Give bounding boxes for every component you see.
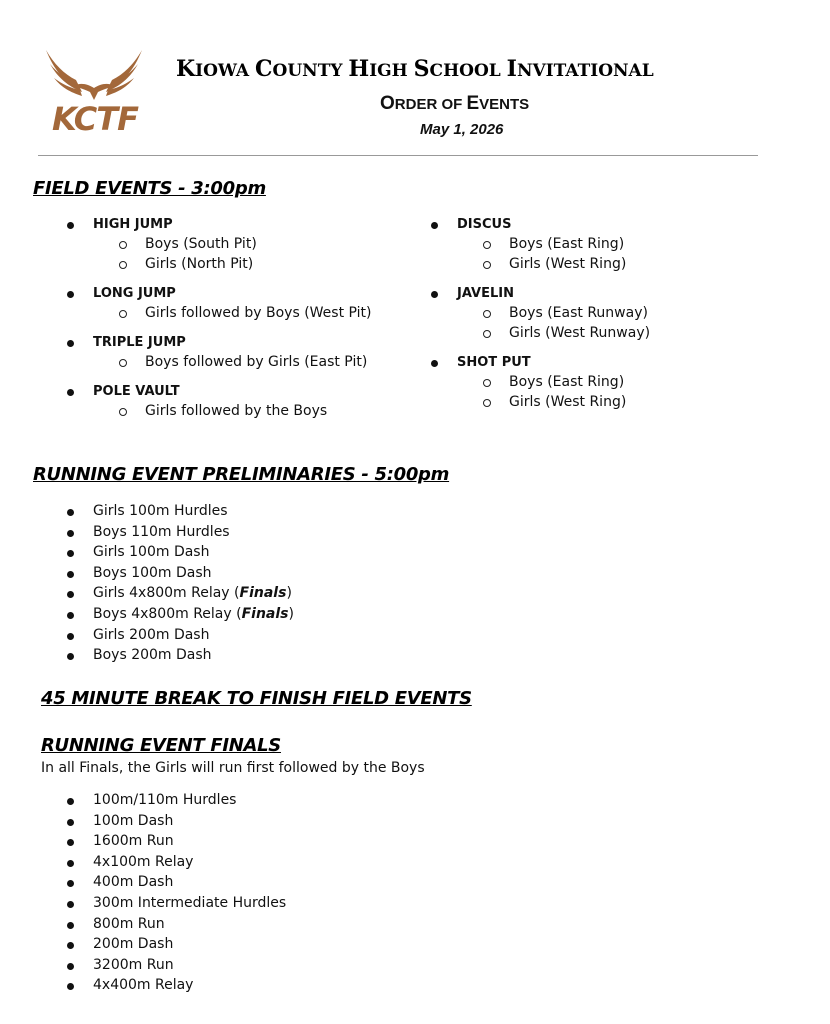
field-event-detail-label: Girls (West Ring) <box>509 256 627 272</box>
field-event-item-label: SHOT PUT <box>457 355 531 370</box>
field-event-detail-label: Boys followed by Girls (East Pit) <box>145 354 368 370</box>
final-event-item-label: 4x400m Relay <box>93 977 194 994</box>
bullet-icon <box>67 901 74 908</box>
title-fragment: K <box>176 56 196 82</box>
title-fragment: E <box>466 93 480 114</box>
field-event-detail-label: Boys (South Pit) <box>145 236 257 252</box>
bullet-icon <box>67 839 74 846</box>
bullet-icon <box>67 922 74 929</box>
final-event-item-label: 3200m Run <box>93 956 174 973</box>
bullet-icon <box>67 291 74 298</box>
bullet-icon <box>67 612 74 619</box>
prelim-event-item-label: Girls 100m Dash <box>93 544 210 561</box>
bullet-icon <box>67 819 74 826</box>
bullet-icon <box>67 389 74 396</box>
bullet-icon <box>67 880 74 887</box>
hollow-bullet-icon <box>483 379 491 387</box>
bullet-icon <box>67 963 74 970</box>
title-fragment: NVITATIONAL <box>516 61 654 81</box>
final-event-item-label: 200m Dash <box>93 936 174 953</box>
title-fragment: H <box>348 56 370 82</box>
finals-emphasis: Finals <box>239 585 287 602</box>
field-event-item-label: POLE VAULT <box>93 384 180 399</box>
bullet-icon <box>67 798 74 805</box>
prelim-event-item-label: Boys 100m Dash <box>93 564 212 581</box>
bullet-icon <box>431 360 438 367</box>
title-fragment: OUNTY <box>272 61 349 81</box>
hollow-bullet-icon <box>483 399 491 407</box>
title-fragment: RDER OF <box>394 96 467 113</box>
field-event-detail-label: Boys (East Runway) <box>509 305 648 321</box>
hollow-bullet-icon <box>483 330 491 338</box>
bullet-icon <box>67 653 74 660</box>
header-divider <box>38 155 758 156</box>
prelim-event-item-label: Boys 200m Dash <box>93 647 212 664</box>
field-event-detail-label: Boys (East Ring) <box>509 236 625 252</box>
title-fragment: VENTS <box>479 96 530 113</box>
title-fragment: I <box>506 56 517 82</box>
event-date: May 1, 2026 <box>420 121 504 138</box>
bullet-icon <box>67 860 74 867</box>
document-title <box>176 56 756 82</box>
bullet-icon <box>431 222 438 229</box>
title-fragment: S <box>413 56 430 82</box>
title-fragment: C <box>255 56 273 82</box>
bullet-icon <box>431 291 438 298</box>
break-heading: 45 MINUTE BREAK TO FINISH FIELD EVENTS <box>41 688 472 709</box>
field-event-item-label: LONG JUMP <box>93 286 176 301</box>
field-event-item-label: HIGH JUMP <box>93 217 173 232</box>
bullet-icon <box>67 942 74 949</box>
field-event-detail-label: Girls (West Ring) <box>509 394 627 410</box>
title-fragment: IOWA <box>195 61 255 81</box>
bullet-icon <box>67 983 74 990</box>
title-fragment: IGH <box>369 61 414 81</box>
field-events-heading: FIELD EVENTS - 3:00pm <box>33 178 266 199</box>
hollow-bullet-icon <box>483 261 491 269</box>
field-event-detail-label: Girls followed by Boys (West Pit) <box>145 305 372 321</box>
final-event-item-label: 1600m Run <box>93 833 174 850</box>
hollow-bullet-icon <box>119 310 127 318</box>
bullet-icon <box>67 591 74 598</box>
bullet-icon <box>67 340 74 347</box>
field-event-item-label: TRIPLE JUMP <box>93 335 186 350</box>
final-event-item-label: 400m Dash <box>93 874 174 891</box>
final-event-item-label: 100m Dash <box>93 812 174 829</box>
prelim-event-item-label: Boys 110m Hurdles <box>93 523 230 540</box>
prelim-event-item-label: Boys 4x800m Relay (Finals) <box>93 606 294 622</box>
bullet-icon <box>67 530 74 537</box>
bullet-icon <box>67 222 74 229</box>
hollow-bullet-icon <box>119 408 127 416</box>
prelim-event-item-label: Girls 200m Dash <box>93 626 210 643</box>
title-fragment: O <box>380 93 395 114</box>
field-event-detail-label: Girls (North Pit) <box>145 256 254 272</box>
field-event-item-label: JAVELIN <box>457 286 514 301</box>
logo-text: KCTF <box>52 100 138 138</box>
prelims-heading: RUNNING EVENT PRELIMINARIES - 5:00pm <box>33 464 450 485</box>
bullet-icon <box>67 633 74 640</box>
hollow-bullet-icon <box>483 310 491 318</box>
final-event-item-label: 300m Intermediate Hurdles <box>93 895 287 911</box>
finals-heading: RUNNING EVENT FINALS <box>41 735 281 756</box>
prelim-event-item-label: Girls 100m Hurdles <box>93 503 228 519</box>
final-event-item-label: 800m Run <box>93 915 165 932</box>
final-event-item-label: 100m/110m Hurdles <box>93 792 237 808</box>
bullet-icon <box>67 509 74 516</box>
document-subtitle <box>380 93 529 115</box>
field-event-detail-label: Boys (East Ring) <box>509 374 625 390</box>
hollow-bullet-icon <box>119 241 127 249</box>
finals-emphasis: Finals <box>241 606 289 622</box>
title-fragment: CHOOL <box>429 61 507 81</box>
bullet-icon <box>67 571 74 578</box>
finals-note: In all Finals, the Girls will run first followed by the Boys <box>41 760 425 776</box>
hollow-bullet-icon <box>483 241 491 249</box>
bullet-icon <box>67 550 74 557</box>
prelim-event-item-label: Girls 4x800m Relay (Finals) <box>93 585 292 602</box>
hollow-bullet-icon <box>119 261 127 269</box>
hollow-bullet-icon <box>119 359 127 367</box>
field-event-detail-label: Girls (West Runway) <box>509 325 651 341</box>
field-event-item-label: DISCUS <box>457 217 512 232</box>
field-event-detail-label: Girls followed by the Boys <box>145 403 328 419</box>
final-event-item-label: 4x100m Relay <box>93 853 194 870</box>
